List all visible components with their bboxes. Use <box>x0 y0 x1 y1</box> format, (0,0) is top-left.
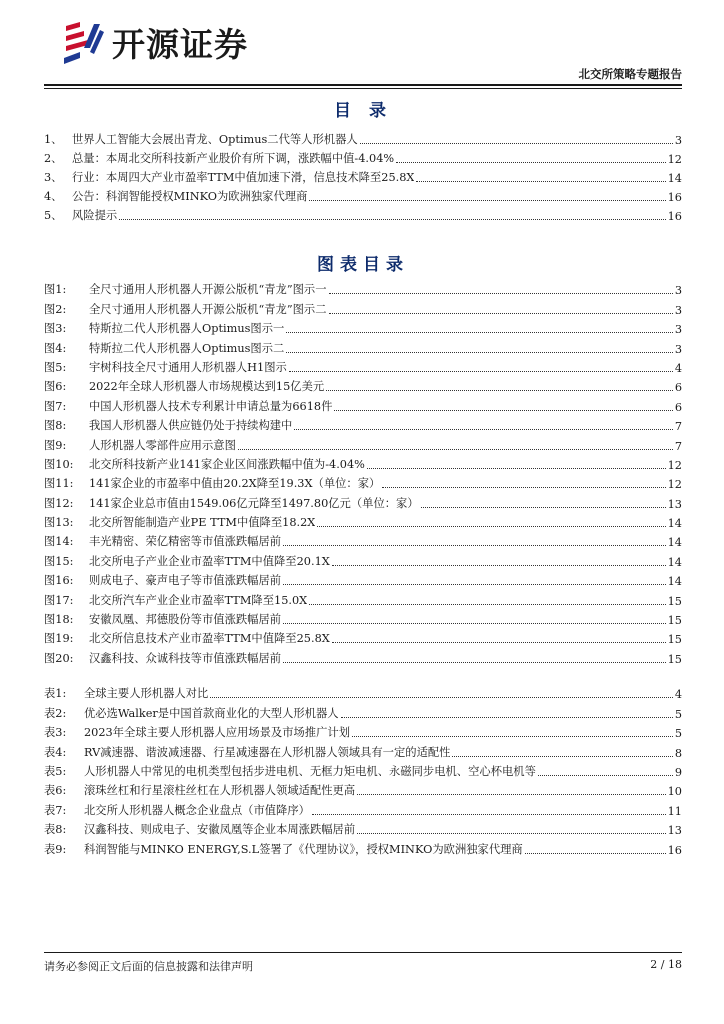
figure-item-label: 141家企业总市值由1549.06亿元降至1497.80亿元（单位：家） <box>89 496 419 510</box>
table-item-leader <box>357 832 665 834</box>
figure-item-page: 15 <box>667 614 682 628</box>
toc-item-number: 2、 <box>44 152 63 165</box>
toc-item-label: 总量：本周北交所科技新产业股价有所下调，涨跌幅中值-4.04% <box>72 152 395 165</box>
figure-item[interactable] <box>44 472 682 491</box>
table-item-page: 10 <box>667 785 682 799</box>
figure-item-label: 141家企业的市盈率中值由20.2X降至19.3X（单位：家） <box>89 477 381 491</box>
figure-item-number: 图19: <box>44 632 74 646</box>
figure-item-number: 图10: <box>44 457 74 471</box>
figure-item-number: 图8: <box>44 419 67 433</box>
logo-mark-icon <box>60 18 106 66</box>
figure-item-page: 12 <box>667 458 682 472</box>
figure-item-page: 14 <box>667 517 682 531</box>
figure-item-label: 北交所电子产业企业市盈率TTM中值降至20.1X <box>89 554 330 568</box>
figure-item-leader <box>332 641 666 643</box>
figure-item-label: 北交所信息技术产业市盈率TTM中值降至25.8X <box>89 632 330 646</box>
table-item-number: 表6: <box>44 784 67 798</box>
figure-item-leader <box>326 389 673 391</box>
figure-item-leader <box>289 370 673 372</box>
table-item-page: 8 <box>674 746 682 760</box>
figure-item-number: 图20: <box>44 651 74 665</box>
header-divider-thin <box>44 88 682 89</box>
figure-item-leader <box>283 622 666 624</box>
toc-item[interactable] <box>44 147 682 166</box>
figure-item-label: 中国人形机器人技术专利累计申请总量为6618件 <box>89 399 333 413</box>
figure-item-leader <box>329 312 673 314</box>
toc-item[interactable] <box>44 204 682 223</box>
toc-item-label: 公告：科润智能授权MINKO为欧洲独家代理商 <box>72 190 308 203</box>
figure-item[interactable] <box>44 356 682 375</box>
table-item-page: 9 <box>674 765 682 779</box>
figure-item-page: 3 <box>674 303 682 317</box>
company-logo <box>60 16 248 68</box>
figure-item-leader <box>283 544 666 546</box>
table-item-number: 表3: <box>44 726 67 740</box>
figure-item[interactable] <box>44 549 682 568</box>
figure-item-number: 图11: <box>44 477 74 491</box>
figures-title: 图表目录 <box>317 255 409 275</box>
figure-item-label: 北交所汽车产业企业市盈率TTM降至15.0X <box>89 593 308 607</box>
figure-item[interactable] <box>44 608 682 627</box>
figure-item-label: 我国人形机器人供应链仍处于持续构建中 <box>89 419 293 433</box>
figure-item-number: 图16: <box>44 574 74 588</box>
figure-item[interactable] <box>44 511 682 530</box>
table-item-leader <box>452 755 672 757</box>
figure-item-page: 15 <box>667 594 682 608</box>
table-item-label: 北交所人形机器人概念企业盘点（市值降序） <box>84 803 310 817</box>
toc-item-leader <box>360 142 673 144</box>
figure-item-number: 图2: <box>44 302 67 316</box>
figure-item[interactable] <box>44 569 682 588</box>
figure-item-leader <box>329 292 673 294</box>
toc-list <box>44 128 682 223</box>
figure-item-page: 3 <box>674 284 682 298</box>
table-item[interactable] <box>44 798 682 817</box>
table-item[interactable] <box>44 818 682 837</box>
table-item-leader <box>525 852 666 854</box>
toc-item[interactable] <box>44 185 682 204</box>
table-item-label: 滚珠丝杠和行星滚柱丝杠在人形机器人领域适配性更高 <box>84 784 356 798</box>
figure-item[interactable] <box>44 375 682 394</box>
figure-item[interactable] <box>44 414 682 433</box>
figure-item-label: 汉鑫科技、众诚科技等市值涨跌幅居前 <box>89 651 282 665</box>
figure-item-leader <box>421 506 666 508</box>
figure-item-leader <box>334 409 672 411</box>
table-item-page: 16 <box>667 843 682 857</box>
table-item-label: 汉鑫科技、则成电子、安徽凤凰等企业本周涨跌幅居前 <box>84 823 356 837</box>
figure-item-number: 图18: <box>44 613 74 627</box>
figure-item-label: 宇树科技全尺寸通用人形机器人H1图示 <box>89 360 287 374</box>
header-divider <box>44 84 682 86</box>
table-list <box>44 682 682 857</box>
table-item-leader <box>341 716 673 718</box>
table-item-number: 表8: <box>44 823 67 837</box>
toc-item-leader <box>119 218 665 220</box>
table-item[interactable] <box>44 721 682 740</box>
figure-item[interactable] <box>44 433 682 452</box>
toc-item-page: 3 <box>674 134 682 147</box>
footer-disclaimer: 请务必参阅正文后面的信息披露和法律声明 <box>44 960 253 973</box>
figure-item-label: 安徽凤凰、邦德股份等市值涨跌幅居前 <box>89 613 282 627</box>
toc-item-page: 16 <box>667 210 682 223</box>
figure-item-leader <box>332 564 666 566</box>
table-item-label: 全球主要人形机器人对比 <box>84 687 209 701</box>
figure-item-page: 13 <box>667 497 682 511</box>
figure-item[interactable] <box>44 394 682 413</box>
table-item-leader <box>352 735 673 737</box>
table-item-number: 表7: <box>44 803 67 817</box>
figure-item[interactable] <box>44 491 682 510</box>
figure-item-label: 2022年全球人形机器人市场规模达到15亿美元 <box>89 380 325 394</box>
toc-item-leader <box>396 161 665 163</box>
toc-item-label: 世界人工智能大会展出青龙、Optimus二代等人形机器人 <box>72 133 358 146</box>
figure-item-number: 图13: <box>44 516 74 530</box>
footer-divider <box>44 952 682 953</box>
table-item-label: 优必选Walker是中国首款商业化的大型人形机器人 <box>84 706 339 720</box>
figure-item-number: 图4: <box>44 341 67 355</box>
figure-item[interactable] <box>44 297 682 316</box>
figure-item-number: 图12: <box>44 496 74 510</box>
figure-item-page: 7 <box>674 439 682 453</box>
figure-item-page: 14 <box>667 536 682 550</box>
toc-item-page: 14 <box>667 172 682 185</box>
table-item-number: 表1: <box>44 687 67 701</box>
table-item-label: 科润智能与MINKO ENERGY,S.L签署了《代理协议》，授权MINKO为欧洲独家代理商 <box>84 842 523 856</box>
figure-item[interactable] <box>44 317 682 336</box>
toc-item[interactable] <box>44 166 682 185</box>
figure-item-leader <box>382 486 665 488</box>
toc-item[interactable] <box>44 128 682 147</box>
figure-item-leader <box>294 428 672 430</box>
figure-item-label: 人形机器人零部件应用示意图 <box>89 438 236 452</box>
figure-item[interactable] <box>44 336 682 355</box>
page-header <box>44 14 682 88</box>
toc-item-page: 16 <box>667 191 682 204</box>
table-item-page: 4 <box>674 688 682 702</box>
figure-item-label: 特斯拉二代人形机器人Optimus图示二 <box>89 341 285 355</box>
figure-item-number: 图3: <box>44 322 67 336</box>
figure-item-label: 北交所科技新产业141家企业区间涨跌幅中值为-4.04% <box>89 457 365 471</box>
figure-item-page: 6 <box>674 400 682 414</box>
figure-item-page: 6 <box>674 381 682 395</box>
figure-item-page: 14 <box>667 575 682 589</box>
figure-item-leader <box>309 603 665 605</box>
table-item-leader <box>312 813 666 815</box>
table-item-label: 人形机器人中常见的电机类型包括步进电机、无框力矩电机、永磁同步电机、空心杯电机等 <box>84 764 536 778</box>
figure-item[interactable] <box>44 646 682 665</box>
table-item-number: 表9: <box>44 842 67 856</box>
table-item-number: 表4: <box>44 745 67 759</box>
table-item[interactable] <box>44 740 682 759</box>
figure-item-number: 图6: <box>44 380 67 394</box>
figure-item-page: 7 <box>674 420 682 434</box>
toc-item-number: 3、 <box>44 171 63 184</box>
toc-item-page: 12 <box>667 153 682 166</box>
figure-item-label: 全尺寸通用人形机器人开源公版机“青龙”图示一 <box>89 283 327 297</box>
figure-item-label: 特斯拉二代人形机器人Optimus图示一 <box>89 322 285 336</box>
figure-item-leader <box>286 351 673 353</box>
figure-item-leader <box>238 448 673 450</box>
table-item-leader <box>538 774 673 776</box>
toc-item-label: 风险提示 <box>72 209 118 222</box>
table-item-label: RV减速器、谐波减速器、行星减速器在人形机器人领域具有一定的适配性 <box>84 745 451 759</box>
figure-item-label: 全尺寸通用人形机器人开源公版机“青龙”图示二 <box>89 302 327 316</box>
toc-item-leader <box>309 199 665 201</box>
figure-item-page: 4 <box>674 361 682 375</box>
report-type-label: 北交所策略专题报告 <box>578 67 682 81</box>
figure-list <box>44 278 682 666</box>
page-indicator: 2 / 18 <box>650 958 682 971</box>
table-item-leader <box>210 696 673 698</box>
figure-item-page: 3 <box>674 342 682 356</box>
figure-item-label: 北交所智能制造产业PE TTM中值降至18.2X <box>89 516 316 530</box>
figure-item-page: 15 <box>667 633 682 647</box>
toc-item-leader <box>416 180 665 182</box>
figure-item-number: 图9: <box>44 438 67 452</box>
table-item-page: 5 <box>674 707 682 721</box>
figure-item-leader <box>283 661 666 663</box>
figure-item-label: 丰光精密、荣亿精密等市值涨跌幅居前 <box>89 535 282 549</box>
figure-item-number: 图17: <box>44 593 74 607</box>
figure-item-leader <box>286 331 673 333</box>
figure-item[interactable] <box>44 278 682 297</box>
table-item-page: 11 <box>667 804 682 818</box>
toc-item-label: 行业：本周四大产业市盈率TTM中值加速下滑，信息技术降至25.8X <box>72 171 415 184</box>
table-item-label: 2023年全球主要人形机器人应用场景及市场推广计划 <box>84 726 350 740</box>
figure-item-page: 12 <box>667 478 682 492</box>
figure-item-leader <box>283 583 666 585</box>
figure-item-leader <box>317 525 665 527</box>
figure-item-number: 图14: <box>44 535 74 549</box>
toc-title: 目 录 <box>334 101 392 121</box>
table-item-leader <box>357 793 665 795</box>
figure-item-number: 图7: <box>44 399 67 413</box>
table-item[interactable] <box>44 760 682 779</box>
figure-item-number: 图15: <box>44 554 74 568</box>
table-item-page: 5 <box>674 727 682 741</box>
figure-item-page: 3 <box>674 323 682 337</box>
table-item[interactable] <box>44 779 682 798</box>
figure-item-page: 14 <box>667 555 682 569</box>
figure-item[interactable] <box>44 453 682 472</box>
figure-item[interactable] <box>44 588 682 607</box>
table-item[interactable] <box>44 837 682 856</box>
figure-item[interactable] <box>44 627 682 646</box>
table-item[interactable] <box>44 682 682 701</box>
figure-item-number: 图1: <box>44 283 67 297</box>
toc-item-number: 4、 <box>44 190 63 203</box>
toc-item-number: 5、 <box>44 209 63 222</box>
figure-item-leader <box>367 467 666 469</box>
table-item-number: 表5: <box>44 764 67 778</box>
figure-item-label: 则成电子、豪声电子等市值涨跌幅居前 <box>89 574 282 588</box>
table-item-number: 表2: <box>44 706 67 720</box>
table-item-page: 13 <box>667 824 682 838</box>
figure-item[interactable] <box>44 530 682 549</box>
toc-item-number: 1、 <box>44 133 63 146</box>
figure-item-number: 图5: <box>44 360 67 374</box>
figure-item-page: 15 <box>667 652 682 666</box>
table-item[interactable] <box>44 701 682 720</box>
logo-text: 开源证券 <box>112 24 248 64</box>
